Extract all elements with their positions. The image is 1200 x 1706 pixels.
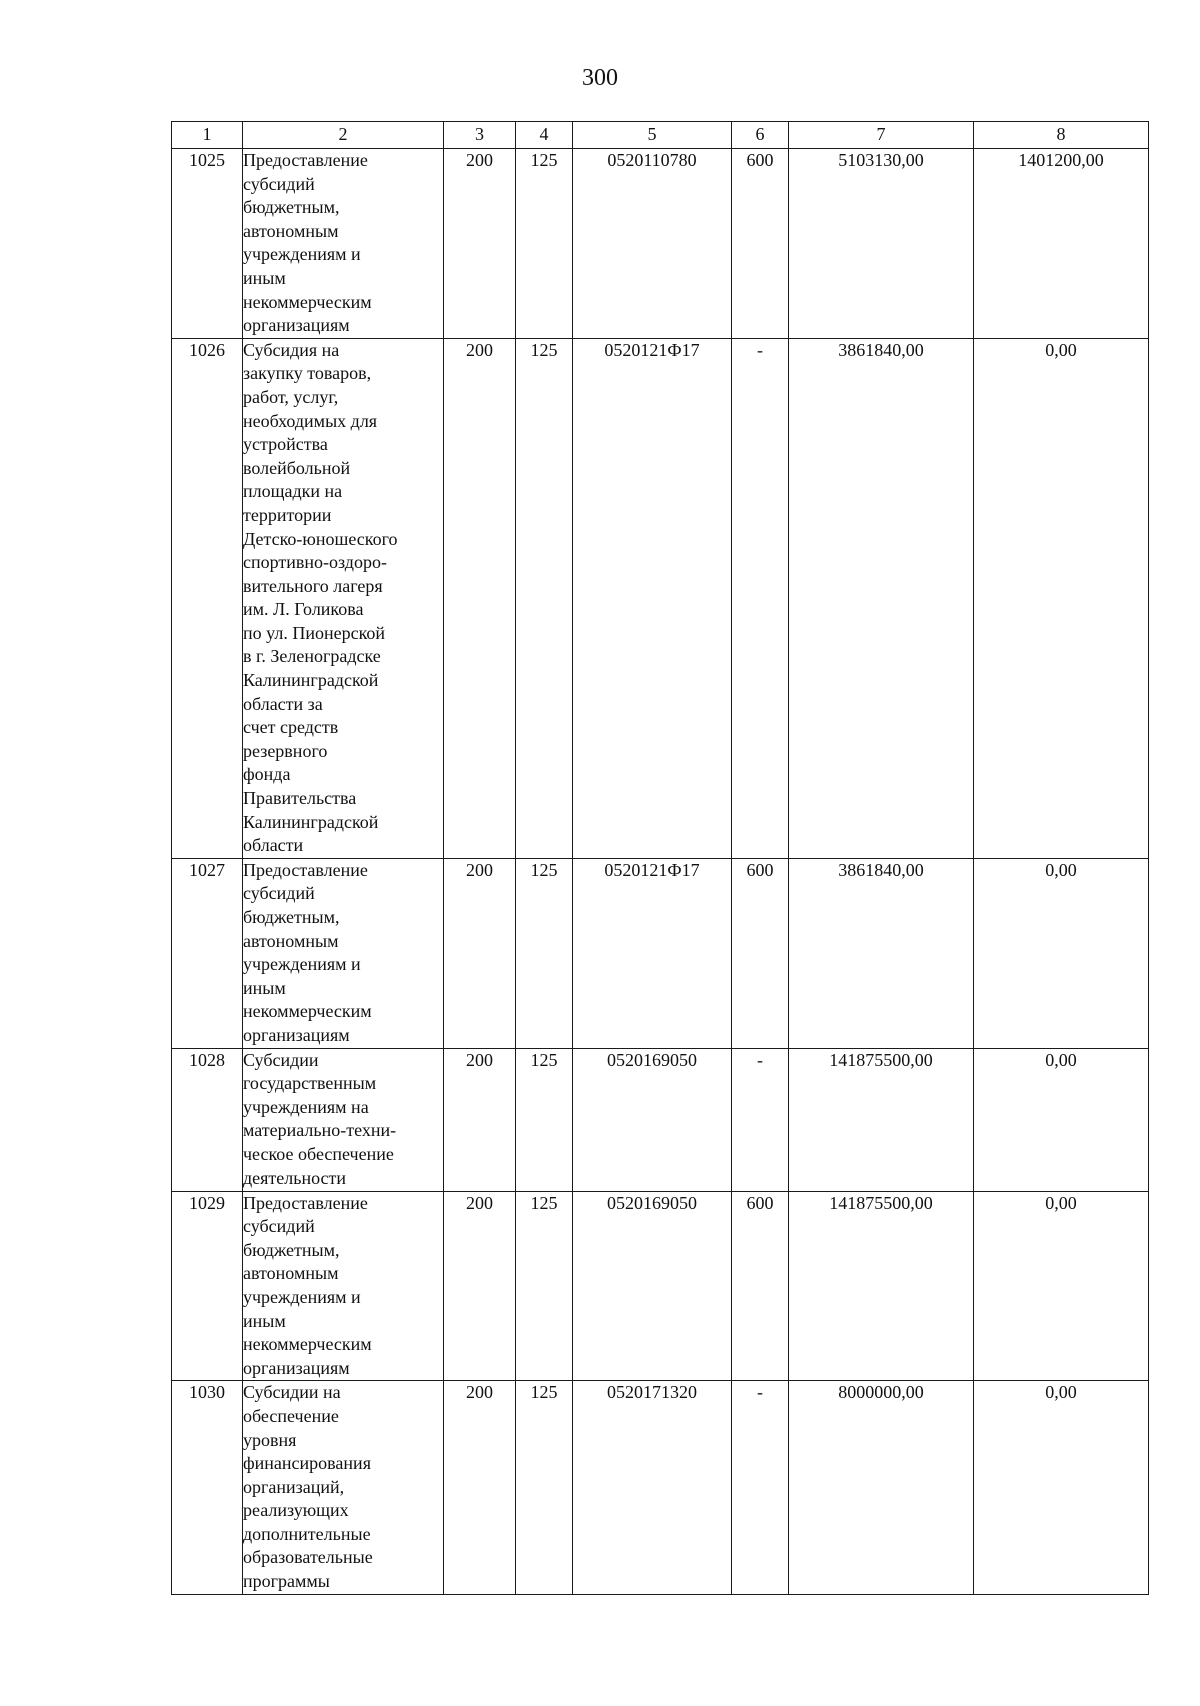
row-description <box>243 858 444 1048</box>
description-line: иным <box>243 267 286 288</box>
table-body <box>172 149 1149 1595</box>
description-line: спортивно-оздоро- <box>243 552 387 573</box>
description-line: учреждениям и <box>243 954 361 975</box>
description-line: в г. Зеленоградске <box>243 646 381 667</box>
description-line: работ, услуг, <box>243 386 339 407</box>
row-section: 200 <box>444 338 516 858</box>
description-line: Субсидии на <box>243 1382 341 1403</box>
description-line: счет средств <box>243 717 339 738</box>
row-number: 1026 <box>172 338 243 858</box>
row-amount-2: 1401200,00 <box>974 149 1149 339</box>
description-line: фонда <box>243 764 291 785</box>
description-line: субсидий <box>243 1216 315 1237</box>
row-expense-type: - <box>732 338 789 858</box>
description-line: бюджетным, <box>243 907 340 927</box>
row-description <box>243 149 444 339</box>
description-line: организациям <box>243 1357 350 1378</box>
row-subsection: 125 <box>516 858 573 1048</box>
description-line: бюджетным, <box>243 197 340 218</box>
description-line: вительного лагеря <box>243 575 383 596</box>
header-cell: 8 <box>974 122 1149 149</box>
row-section: 200 <box>444 1191 516 1381</box>
description-line: Субсидия на <box>243 339 340 360</box>
description-line: дополнительные <box>243 1523 371 1544</box>
row-amount-1: 5103130,00 <box>789 149 974 339</box>
header-cell: 1 <box>172 122 243 149</box>
description-line: организациям <box>243 1024 350 1045</box>
description-line: ческое обеспечение <box>243 1143 394 1164</box>
row-target-code: 0520169050 <box>573 1191 732 1381</box>
header-cell: 2 <box>243 122 444 149</box>
row-number: 1027 <box>172 858 243 1048</box>
row-expense-type: - <box>732 1381 789 1594</box>
description-line: территории <box>243 504 332 525</box>
table-row <box>172 1048 1149 1191</box>
description-line: организаций, <box>243 1476 345 1497</box>
description-line: реализующих <box>243 1500 349 1521</box>
description-line: Калининградской <box>243 670 379 691</box>
description-line: необходимых для <box>243 410 378 431</box>
row-number: 1025 <box>172 149 243 339</box>
header-cell: 3 <box>444 122 516 149</box>
description-line: бюджетным, <box>243 1239 340 1260</box>
description-line: Предоставление <box>243 1192 368 1213</box>
row-amount-1: 141875500,00 <box>789 1191 974 1381</box>
table-row <box>172 1381 1149 1594</box>
row-description <box>243 1381 444 1594</box>
description-line: по ул. Пионерской <box>243 622 386 643</box>
row-description <box>243 1048 444 1191</box>
description-line: волейбольной <box>243 457 351 478</box>
description-line: автономным <box>243 1263 339 1284</box>
description-line: государственным <box>243 1073 377 1094</box>
row-number: 1030 <box>172 1381 243 1594</box>
row-subsection: 125 <box>516 1048 573 1191</box>
description-line: организациям <box>243 315 350 336</box>
row-description <box>243 338 444 858</box>
table-row <box>172 149 1149 339</box>
description-line: Правительства <box>243 788 357 809</box>
row-amount-2: 0,00 <box>974 858 1149 1048</box>
description-line: площадки на <box>243 481 343 502</box>
table-row <box>172 1191 1149 1381</box>
description-line: образовательные <box>243 1547 373 1568</box>
row-amount-1: 8000000,00 <box>789 1381 974 1594</box>
row-description <box>243 1191 444 1381</box>
row-amount-2: 0,00 <box>974 1191 1149 1381</box>
row-section: 200 <box>444 149 516 339</box>
description-line: субсидий <box>243 883 315 904</box>
row-number: 1029 <box>172 1191 243 1381</box>
row-target-code: 0520171320 <box>573 1381 732 1594</box>
row-section: 200 <box>444 1381 516 1594</box>
row-target-code: 0520169050 <box>573 1048 732 1191</box>
description-line: учреждениям на <box>243 1096 369 1117</box>
description-line: некоммерческим <box>243 1334 372 1355</box>
description-line: области <box>243 835 304 856</box>
header-cell: 5 <box>573 122 732 149</box>
description-line: некоммерческим <box>243 291 372 312</box>
row-target-code: 0520121Ф17 <box>573 858 732 1048</box>
description-line: им. Л. Голикова <box>243 599 364 620</box>
row-target-code: 0520121Ф17 <box>573 338 732 858</box>
row-amount-1: 141875500,00 <box>789 1048 974 1191</box>
header-cell: 7 <box>789 122 974 149</box>
description-line: Субсидии <box>243 1049 319 1070</box>
row-amount-2: 0,00 <box>974 338 1149 858</box>
description-line: Предоставление <box>243 150 368 170</box>
header-row <box>172 122 1149 149</box>
row-expense-type: 600 <box>732 1191 789 1381</box>
row-amount-1: 3861840,00 <box>789 858 974 1048</box>
description-line: материально-техни- <box>243 1120 397 1141</box>
description-line: некоммерческим <box>243 1001 372 1022</box>
description-line: Калининградской <box>243 811 379 832</box>
description-line: автономным <box>243 930 339 951</box>
description-line: иным <box>243 977 286 998</box>
description-line: программы <box>243 1571 330 1592</box>
table-row <box>172 858 1149 1048</box>
description-line: Детско-юношеского <box>243 528 398 549</box>
description-line: учреждениям и <box>243 1286 361 1307</box>
row-subsection: 125 <box>516 1381 573 1594</box>
row-section: 200 <box>444 1048 516 1191</box>
description-line: уровня <box>243 1429 297 1450</box>
row-subsection: 125 <box>516 338 573 858</box>
row-amount-2: 0,00 <box>974 1048 1149 1191</box>
page-number: 300 <box>582 65 618 91</box>
row-number: 1028 <box>172 1048 243 1191</box>
description-line: автономным <box>243 220 339 241</box>
table-row <box>172 338 1149 858</box>
row-section: 200 <box>444 858 516 1048</box>
description-line: деятельности <box>243 1167 347 1188</box>
description-line: финансирования <box>243 1453 371 1474</box>
header-cell: 6 <box>732 122 789 149</box>
row-amount-1: 3861840,00 <box>789 338 974 858</box>
row-target-code: 0520110780 <box>573 149 732 339</box>
description-line: обеспечение <box>243 1405 339 1426</box>
description-line: учреждениям и <box>243 244 361 265</box>
description-line: резервного <box>243 740 328 761</box>
row-subsection: 125 <box>516 1191 573 1381</box>
description-line: Предоставление <box>243 859 368 880</box>
header-cell: 4 <box>516 122 573 149</box>
description-line: области за <box>243 693 323 714</box>
row-expense-type: 600 <box>732 858 789 1048</box>
row-expense-type: 600 <box>732 149 789 339</box>
row-subsection: 125 <box>516 149 573 339</box>
row-amount-2: 0,00 <box>974 1381 1149 1594</box>
description-line: устройства <box>243 434 328 455</box>
description-line: иным <box>243 1310 286 1331</box>
row-expense-type: - <box>732 1048 789 1191</box>
description-line: закупку товаров, <box>243 363 372 384</box>
budget-table <box>171 121 1149 1595</box>
description-line: субсидий <box>243 173 315 194</box>
